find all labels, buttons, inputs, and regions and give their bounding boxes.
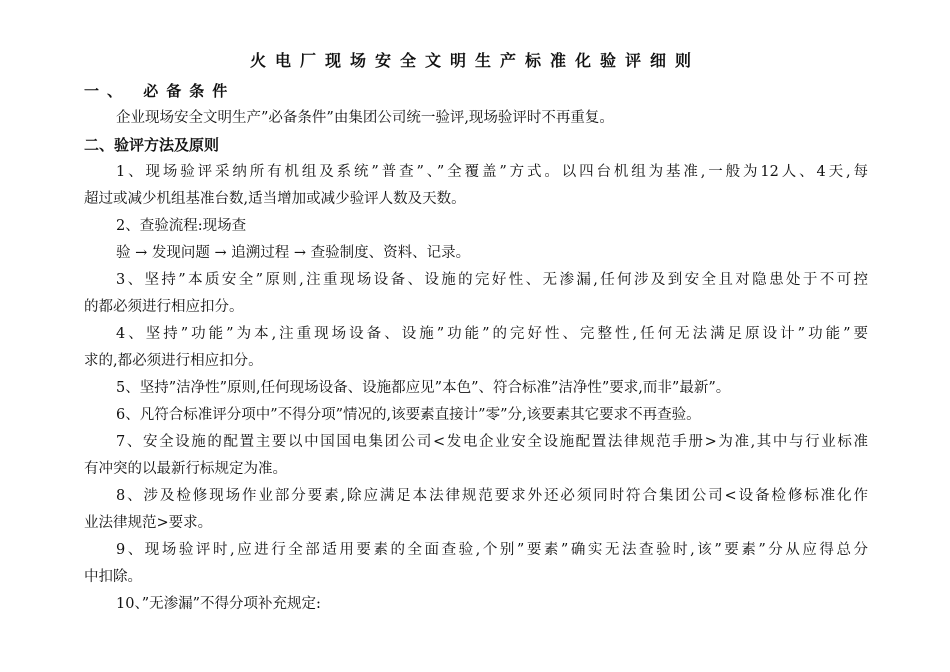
paragraph-line: 1、现场验评采纳所有机组及系统”普查”、”全覆盖”方式。以四台机组为基准,一般为12人、4天,每 <box>116 164 868 180</box>
paragraph-line: 3、坚持”本质安全”原则,注重现场设备、设施的完好性、无渗漏,任何涉及到安全且对隐患处于不可控 <box>116 272 868 288</box>
paragraph-line: 9、现场验评时,应进行全部适用要素的全面查验,个别”要素”确实无法查验时,该”要素”分从应得总分 <box>116 542 868 558</box>
paragraph-line: 2、查验流程:现场查 <box>116 218 247 234</box>
paragraph-line: 业法律规范>要求。 <box>84 515 213 531</box>
paragraph-line: 7、安全设施的配置主要以中国国电集团公司<发电企业安全设施配置法律规范手册>为准,其中与行业标准 <box>116 434 868 450</box>
section-heading-prerequisites: 一、 必备条件 <box>84 82 236 100</box>
paragraph-line: 10、”无渗漏”不得分项补充规定: <box>116 596 321 612</box>
paragraph-line: 超过或减少机组基准台数,适当增加或减少验评人数及天数。 <box>84 191 466 207</box>
paragraph-line: 中扣除。 <box>84 569 142 585</box>
paragraph-line: 6、凡符合标准评分项中”不得分项”情况的,该要素直接计”零”分,该要素其它要求不再查验。 <box>116 407 701 423</box>
paragraph-line: 4、坚持”功能”为本,注重现场设备、设施”功能”的完好性、完整性,任何无法满足原设计”功能”要 <box>116 326 868 342</box>
paragraph-line: 8、涉及检修现场作业部分要素,除应满足本法律规范要求外还必须同时符合集团公司<设备检修标准化作 <box>116 488 868 504</box>
paragraph-line: 有冲突的以最新行标规定为准。 <box>84 461 287 477</box>
document-title: 火电厂现场安全文明生产标准化验评细则 <box>249 51 700 70</box>
paragraph-line: 的都必须进行相应扣分。 <box>84 299 244 315</box>
paragraph-line: 验 → 发现问题 → 追溯过程 → 查验制度、资料、记录。 <box>116 245 471 261</box>
paragraph-line: 企业现场安全文明生产”必备条件”由集团公司统一验评,现场验评时不再重复。 <box>116 110 614 126</box>
section-heading-methods: 二、验评方法及原则 <box>84 136 220 154</box>
paragraph-line: 5、坚持”洁净性”原则,任何现场设备、设施都应见”本色”、符合标准”洁净性”要求,而非”最新”。 <box>116 380 731 396</box>
paragraph-line: 求的,都必须进行相应扣分。 <box>84 353 263 369</box>
